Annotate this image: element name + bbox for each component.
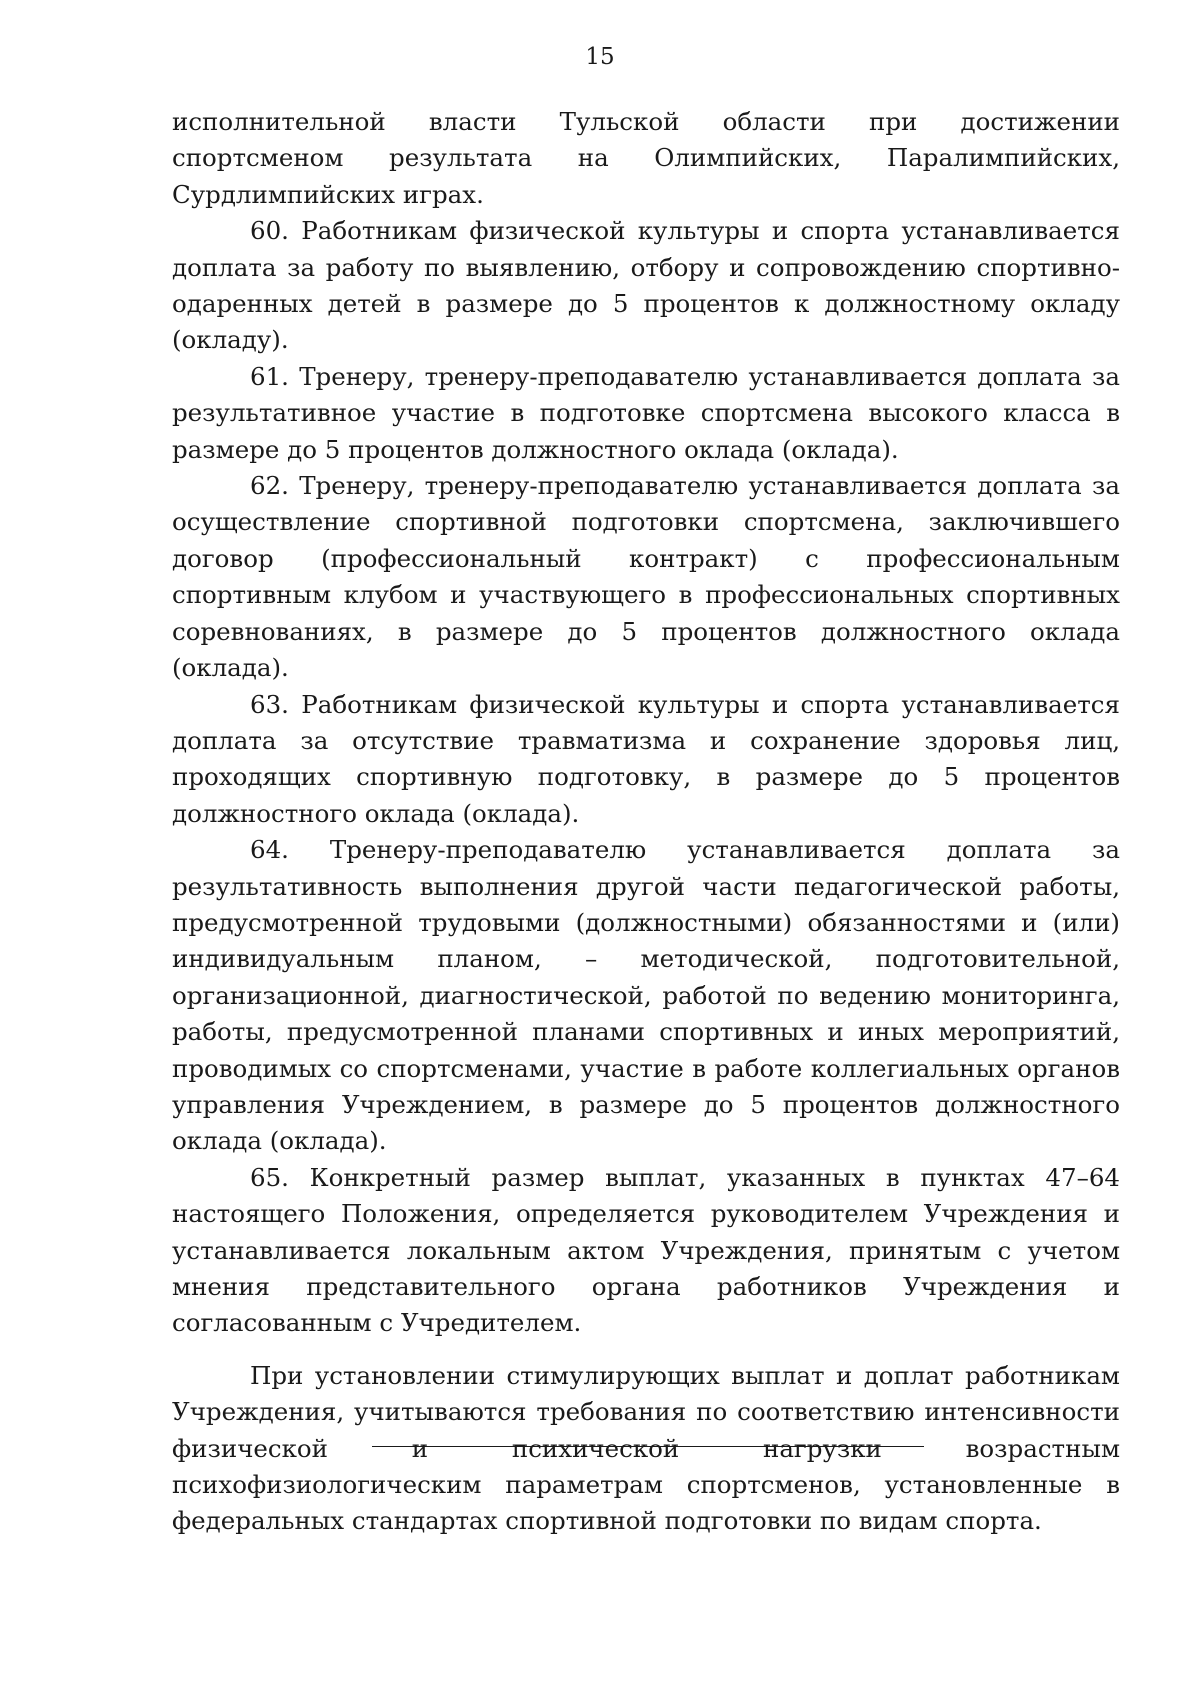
paragraph-continuation: исполнительной власти Тульской области при достижении спортсменом результата на Олимпийских, Паралимпийских, Сурдлимпийских играх. <box>172 107 1120 209</box>
paragraph-64: 64. Тренеру-преподавателю устанавливается доплата за результативность выполнения другой части педагогической работы, предусмотренной трудовыми (должностными) обязанностями и (или) индивидуальным планом, – методической, подготовительной, организационной, диагностической, работой по ведению мониторинга, работы, предусмотренной планами спортивных и иных мероприятий, проводимых со спортсменами, участие в работе коллегиальных органов управления Учреждением, в размере до 5 процентов должностного оклада (оклада). <box>172 835 1120 1156</box>
paragraph-60: 60. Работникам физической культуры и спорта устанавливается доплата за работу по выявлению, отбору и сопровождению спортивно-одаренных детей в размере до 5 процентов к должностному окладу (окладу). <box>172 216 1120 355</box>
page-number: 15 <box>585 44 615 70</box>
paragraph-closing: При установлении стимулирующих выплат и доплат работникам Учреждения, учитываются требования по соответствию интенсивности физической и психической нагрузки возрастным психофизиологическим параметрам спортсменов, установленные в федеральных стандартах спортивной подготовки по видам спорта. <box>172 1360 1120 1536</box>
paragraph-62: 62. Тренеру, тренеру-преподавателю устанавливается доплата за осуществление спортивной подготовки спортсмена, заключившего договор (профессиональный контракт) с профессиональным спортивным клубом и участвующего в профессиональных спортивных соревнованиях, в размере до 5 процентов должностного оклада (оклада). <box>172 471 1120 683</box>
paragraph-61: 61. Тренеру, тренеру-преподавателю устанавливается доплата за результативное участие в подготовке спортсмена высокого класса в размере до 5 процентов должностного оклада (оклада). <box>172 361 1120 464</box>
end-of-document-rule <box>372 1446 924 1447</box>
document-body <box>172 104 1120 1540</box>
paragraph-63: 63. Работникам физической культуры и спорта устанавливается доплата за отсутствие травматизма и сохранение здоровья лиц, проходящих спортивную подготовку, в размере до 5 процентов должностного оклада (оклада). <box>172 689 1120 828</box>
paragraph-65: 65. Конкретный размер выплат, указанных в пунктах 47–64 настоящего Положения, определяется руководителем Учреждения и устанавливается локальным актом Учреждения, принятым с учетом мнения представительного органа работников Учреждения и согласованным с Учредителем. <box>172 1162 1120 1338</box>
